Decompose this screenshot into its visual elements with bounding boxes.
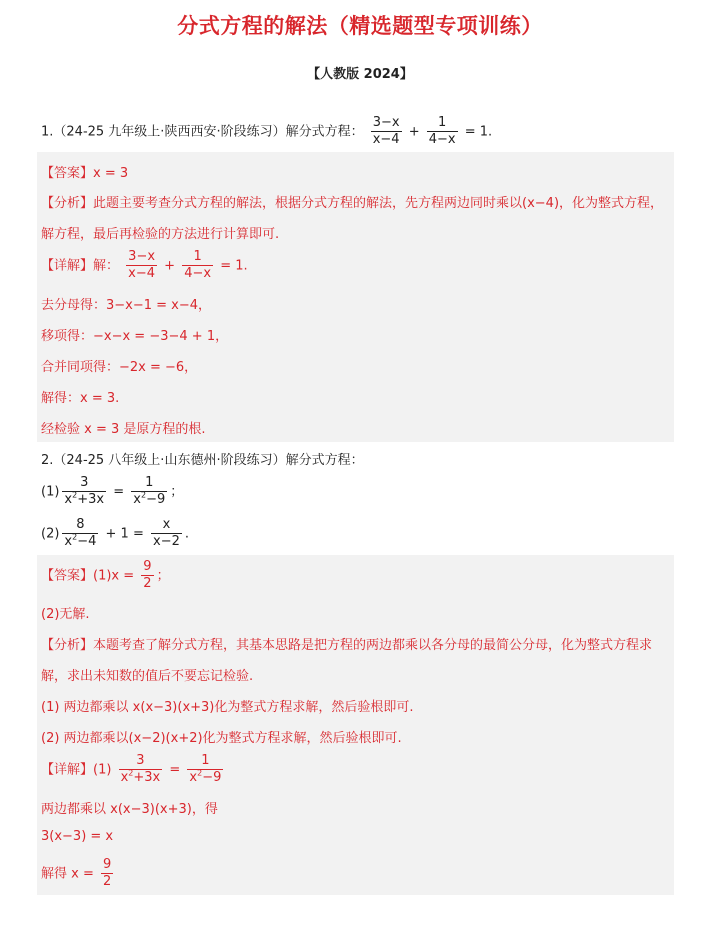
denominator: $x^2-9$: [189, 768, 222, 786]
denominator: $x^2-9$: [133, 490, 166, 508]
question-1: [41, 116, 492, 148]
fraction: [119, 754, 163, 786]
fraction: [427, 116, 458, 148]
plus-sign: +: [164, 258, 176, 274]
document-title: 分式方程的解法（精选题型专项训练）: [177, 14, 543, 38]
numerator: 1: [131, 476, 167, 492]
analysis-line: (1) 两边都乘以 x(x−3)(x+3)化为整式方程求解，然后验根即可.: [41, 700, 414, 715]
solution-step: 移项得：−x−x = −3−4 + 1，: [41, 329, 229, 344]
denominator: $x^2+3x$: [120, 768, 161, 786]
numerator: 3−x: [126, 250, 157, 266]
detail-tag: 【详解】: [41, 258, 94, 274]
numerator: 3: [62, 476, 106, 492]
detail-line: [41, 250, 248, 282]
numerator: 9: [101, 858, 113, 874]
fraction: [371, 116, 402, 148]
analysis-text: 本题考查了解分式方程，其基本思路是把方程的两边都乘以各分母的最简公分母，化为整式方程求: [93, 638, 653, 653]
analysis-line: [41, 634, 652, 653]
solution-step: 3(x−3) = x: [41, 829, 114, 844]
question-1-prefix: 1.（24-25 九年级上·陕西西安·阶段练习）解分式方程：: [41, 124, 364, 140]
denominator: $x^2-4$: [64, 532, 97, 550]
denominator: 4−x: [184, 266, 212, 282]
fraction: [126, 250, 157, 282]
analysis-tag: 【分析】: [41, 196, 94, 211]
denominator: x−2: [153, 534, 180, 550]
answer-value: x = 3: [93, 166, 129, 181]
numerator: 1: [182, 250, 213, 266]
numerator: 1: [187, 754, 223, 770]
solution-step: 解得：x = 3.: [41, 391, 120, 406]
answer-tag: 【答案】: [41, 568, 94, 584]
answer-tag: 【答案】: [41, 166, 94, 181]
equals-sign: =: [169, 762, 181, 778]
solution-step: [41, 858, 116, 890]
denominator: 4−x: [428, 132, 456, 148]
denominator: x−4: [128, 266, 156, 282]
question-2-part-1: [41, 476, 183, 508]
numerator: x: [151, 518, 182, 534]
solution-step: 两边都乘以 x(x−3)(x+3)，得: [41, 802, 218, 817]
fraction: [131, 476, 167, 508]
solve-label: 解得 x =: [41, 866, 94, 882]
detail-lead: 解：: [93, 258, 120, 274]
analysis-line: [41, 192, 663, 211]
analysis-line: 解，求出未知数的值后不要忘记检验.: [41, 669, 254, 684]
equation-middle: + 1 =: [105, 526, 144, 542]
equals-sign: =: [113, 484, 125, 500]
fraction: [151, 518, 182, 550]
punctuation: ；: [156, 568, 170, 584]
answer-value: (1)x =: [93, 568, 135, 584]
fraction: [62, 518, 98, 550]
answer-line: (2)无解.: [41, 607, 90, 622]
analysis-line: (2) 两边都乘以(x−2)(x+2)化为整式方程求解，然后验根即可.: [41, 731, 402, 746]
equation-rhs: = 1.: [220, 258, 248, 274]
fraction: [62, 476, 106, 508]
numerator: 3: [119, 754, 163, 770]
fraction: [141, 560, 153, 592]
punctuation: ；: [170, 484, 184, 500]
analysis-text: 此题主要考查分式方程的解法，根据分式方程的解法，先方程两边同时乘以(x−4)，化为整式方程，: [93, 196, 664, 211]
edition-label: 【人教版 2024】: [307, 67, 413, 82]
part-label: (1): [41, 484, 60, 500]
plus-sign: +: [408, 124, 420, 140]
question-2: 2.（24-25 八年级上·山东德州·阶段练习）解分式方程：: [41, 453, 364, 468]
solution-step: 经检验 x = 3 是原方程的根.: [41, 422, 206, 437]
numerator: 8: [62, 518, 98, 534]
part-label: (2): [41, 526, 60, 542]
denominator: 2: [143, 576, 152, 592]
detail-lead: (1): [93, 762, 112, 778]
analysis-tag: 【分析】: [41, 638, 94, 653]
numerator: 3−x: [371, 116, 402, 132]
numerator: 1: [427, 116, 458, 132]
solution-step: 合并同项得：−2x = −6，: [41, 360, 198, 375]
answer-line: [41, 560, 170, 592]
detail-line: [41, 754, 226, 786]
fraction: [182, 250, 213, 282]
equation-rhs: = 1.: [464, 124, 493, 140]
numerator: 9: [141, 560, 153, 576]
punctuation: .: [184, 526, 189, 542]
solution-step: 去分母得：3−x−1 = x−4，: [41, 298, 212, 313]
denominator: $x^2+3x$: [64, 490, 105, 508]
denominator: x−4: [372, 132, 400, 148]
detail-tag: 【详解】: [41, 762, 94, 778]
denominator: 2: [103, 874, 112, 890]
answer-panel-2: [37, 555, 674, 895]
fraction: [101, 858, 113, 890]
fraction: [187, 754, 223, 786]
answer-line: [41, 162, 128, 181]
analysis-line: 解方程，最后再检验的方法进行计算即可.: [41, 227, 280, 242]
question-2-part-2: [41, 518, 189, 550]
